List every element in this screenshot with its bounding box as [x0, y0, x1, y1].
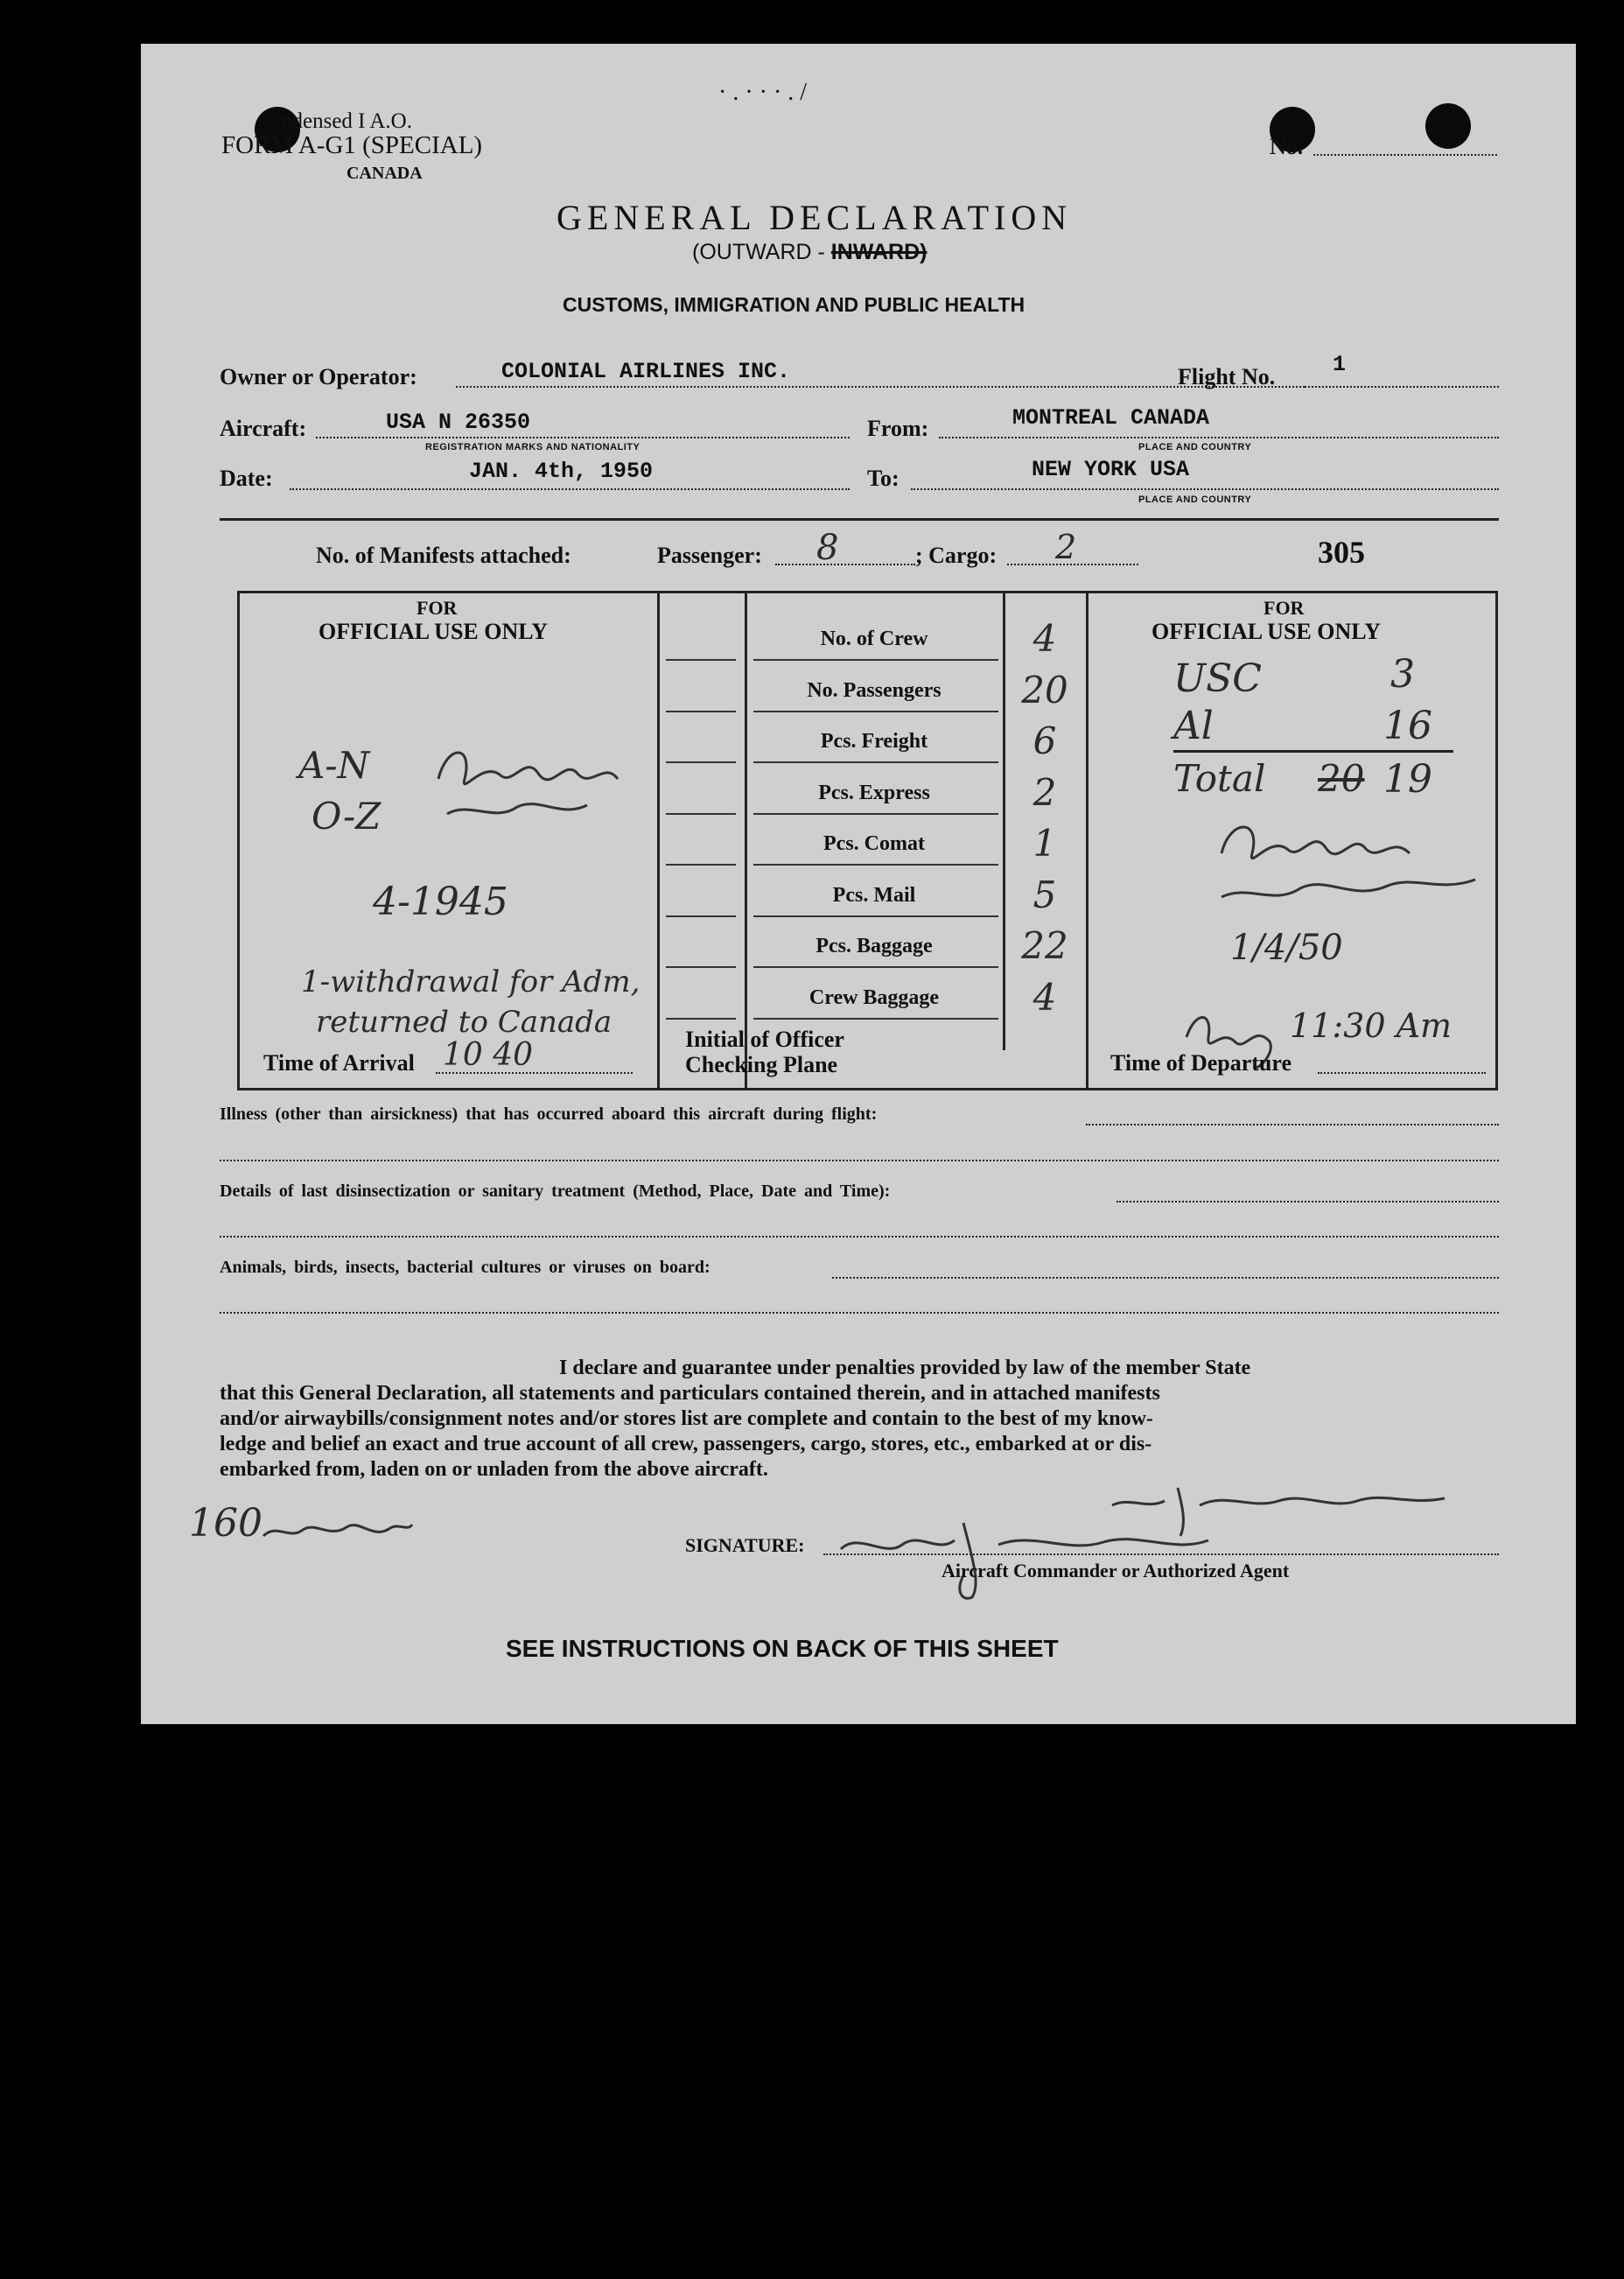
count-row-value: 4	[1032, 975, 1057, 1019]
top-marks: · . · · · . /	[718, 79, 808, 106]
count-row-value: 6	[1032, 719, 1057, 762]
page-subtitle	[692, 240, 928, 265]
left-note-withdrawal: 1-withdrawal for Adm,	[301, 964, 640, 999]
count-row-label: No. Passengers	[807, 678, 942, 702]
count-row-label: Pcs. Baggage	[816, 935, 933, 957]
from-caption: PLACE AND COUNTRY	[1138, 442, 1252, 452]
stamp-number: 305	[1318, 535, 1365, 570]
right-note-total-struck: 20	[1318, 757, 1365, 800]
right-note-departure: 11:30 Am	[1290, 1006, 1452, 1045]
flight-line	[1305, 386, 1499, 388]
right-note-total: Total	[1173, 757, 1266, 800]
declaration-line-2: that this General Declaration, all statements and particulars contained therein, and in attached manifests	[220, 1382, 1160, 1405]
declaration-line-5: embarked from, laden on or unladen from the above aircraft.	[220, 1458, 768, 1481]
to-line	[911, 488, 1499, 490]
passenger-value: 8	[816, 528, 839, 568]
number-line	[1313, 154, 1497, 156]
margin-note-scribble	[259, 1505, 416, 1549]
count-row-value: 2	[1032, 770, 1057, 814]
count-row-rule	[753, 711, 998, 712]
signature-label: SIGNATURE:	[685, 1534, 805, 1556]
count-row-rule	[753, 966, 998, 968]
left-for-label: FOR	[416, 597, 458, 619]
from-value: MONTREAL CANADA	[1012, 405, 1210, 431]
subtitle-outward: (OUTWARD -	[692, 240, 825, 264]
punch-hole-right	[1425, 103, 1471, 149]
right-note-al: Al	[1173, 704, 1214, 748]
count-row-rule	[753, 915, 998, 917]
page-subheading: CUSTOMS, IMMIGRATION AND PUBLIC HEALTH	[563, 293, 1026, 316]
count-row-value: 5	[1032, 873, 1057, 916]
declaration-line-1: I declare and guarantee under penalties provided by law of the member State	[559, 1357, 1251, 1379]
from-label: From:	[867, 416, 929, 441]
illness-label: Illness (other than airsickness) that has occurred aboard this aircraft during flight:	[220, 1104, 878, 1124]
illness-line-1	[1086, 1124, 1499, 1125]
initial-row-rule	[666, 813, 736, 815]
cargo-value: 2	[1055, 528, 1077, 566]
initial-row-rule	[666, 966, 736, 968]
left-note-returned: returned to Canada	[316, 1005, 612, 1040]
flight-label: Flight No.	[1178, 364, 1276, 389]
passenger-label: Passenger:	[657, 543, 762, 568]
owner-label: Owner or Operator:	[220, 364, 417, 389]
count-row-value: 4	[1032, 617, 1057, 660]
count-row-rule	[753, 659, 998, 661]
declaration-line-4: ledge and belief an exact and true account of all crew, passengers, cargo, stores, etc., embarked at or dis-	[220, 1433, 1152, 1455]
count-row-rule	[753, 1018, 998, 1020]
margin-note: 160	[189, 1501, 262, 1546]
left-official-label: OFFICIAL USE ONLY	[318, 619, 548, 644]
header-divider	[220, 518, 1499, 521]
initial-row-rule	[666, 915, 736, 917]
form-header-line2: FORM A-G1 (SPECIAL)	[221, 131, 483, 159]
time-departure-label: Time of Departure	[1110, 1050, 1292, 1076]
owner-value: COLONIAL AIRLINES INC.	[501, 359, 791, 384]
aircraft-value: USA N 26350	[386, 410, 531, 435]
initial-row-rule	[666, 1018, 736, 1020]
animals-line-2	[220, 1312, 1499, 1314]
passenger-line	[775, 564, 915, 565]
right-for-label: FOR	[1264, 597, 1305, 619]
initial-row-rule	[666, 761, 736, 763]
time-arrival-value: 10 40	[443, 1037, 534, 1073]
page-title: GENERAL DECLARATION	[556, 198, 1073, 237]
count-row-label: Pcs. Freight	[820, 730, 928, 753]
left-initials-scribble	[430, 726, 631, 831]
flight-value: 1	[1333, 352, 1347, 377]
declaration-form	[141, 44, 1576, 1724]
time-arrival-label: Time of Arrival	[263, 1050, 415, 1076]
animals-label: Animals, birds, insects, bacterial cultures or viruses on board:	[220, 1258, 710, 1277]
animals-line-1	[832, 1277, 1499, 1279]
initial-officer-label-1: Initial of Officer	[685, 1027, 844, 1052]
to-label: To:	[867, 466, 900, 491]
table-divider-4	[1086, 591, 1088, 1090]
initial-row-rule	[666, 711, 736, 712]
from-line	[939, 437, 1499, 438]
disinsect-line-1	[1116, 1201, 1499, 1203]
cargo-label: ; Cargo:	[915, 543, 998, 568]
right-note-usc-value: 3	[1390, 652, 1415, 697]
count-row-label: Crew Baggage	[808, 985, 940, 1009]
count-row-rule	[753, 761, 998, 763]
count-row-rule	[753, 864, 998, 866]
count-row-rule	[753, 813, 998, 815]
left-note-oz: O-Z	[312, 795, 382, 838]
initial-row-rule	[666, 864, 736, 866]
left-note-an: A-N	[298, 744, 370, 787]
subtitle-struck: INWARD)	[830, 240, 928, 264]
date-label: Date:	[220, 466, 273, 491]
count-row-label: No. of Crew	[820, 628, 928, 650]
right-note-date: 1/4/50	[1230, 928, 1343, 968]
count-row-value: 22	[1021, 924, 1068, 967]
aircraft-line	[316, 437, 850, 438]
table-divider-1	[657, 591, 660, 1090]
illness-line-2	[220, 1160, 1499, 1161]
aircraft-label: Aircraft:	[220, 416, 307, 441]
left-note-count: 4-1945	[373, 880, 508, 924]
right-note-al-value: 16	[1383, 704, 1432, 748]
signature-caption: Aircraft Commander or Authorized Agent	[942, 1560, 1290, 1581]
declaration-line-3: and/or airwaybills/consignment notes and/or stores list are complete and contain to the best of my know-	[220, 1407, 1153, 1430]
right-official-label: OFFICIAL USE ONLY	[1152, 619, 1381, 644]
aircraft-caption: REGISTRATION MARKS AND NATIONALITY	[425, 442, 640, 452]
manifests-label: No. of Manifests attached:	[316, 543, 571, 568]
initial-officer-label-2: Checking Plane	[685, 1052, 838, 1077]
date-line	[290, 488, 850, 490]
form-header-line3: CANADA	[346, 164, 423, 183]
to-caption: PLACE AND COUNTRY	[1138, 494, 1252, 505]
right-note-underline	[1173, 750, 1453, 753]
to-value: NEW YORK USA	[1032, 457, 1190, 482]
count-row-value: 1	[1032, 822, 1057, 865]
disinsect-line-2	[220, 1236, 1499, 1238]
count-row-label: Pcs. Comat	[823, 832, 925, 855]
initial-row-rule	[666, 659, 736, 661]
disinsect-label: Details of last disinsectization or sanitary treatment (Method, Place, Date and Time):	[220, 1182, 891, 1201]
count-row-value: 20	[1021, 668, 1068, 712]
footer-instructions: SEE INSTRUCTIONS ON BACK OF THIS SHEET	[506, 1635, 1059, 1662]
count-row-label: Pcs. Mail	[832, 883, 916, 907]
right-initials-scribble	[1213, 805, 1493, 919]
right-note-usc: USC	[1173, 656, 1262, 701]
form-header-line1: ndensed I A.O.	[281, 109, 412, 133]
date-value: JAN. 4th, 1950	[469, 459, 654, 484]
right-note-total-value: 19	[1383, 757, 1432, 802]
number-label: No.	[1270, 134, 1304, 159]
time-departure-line	[1318, 1072, 1486, 1074]
count-row-label: Pcs. Express	[818, 781, 930, 804]
